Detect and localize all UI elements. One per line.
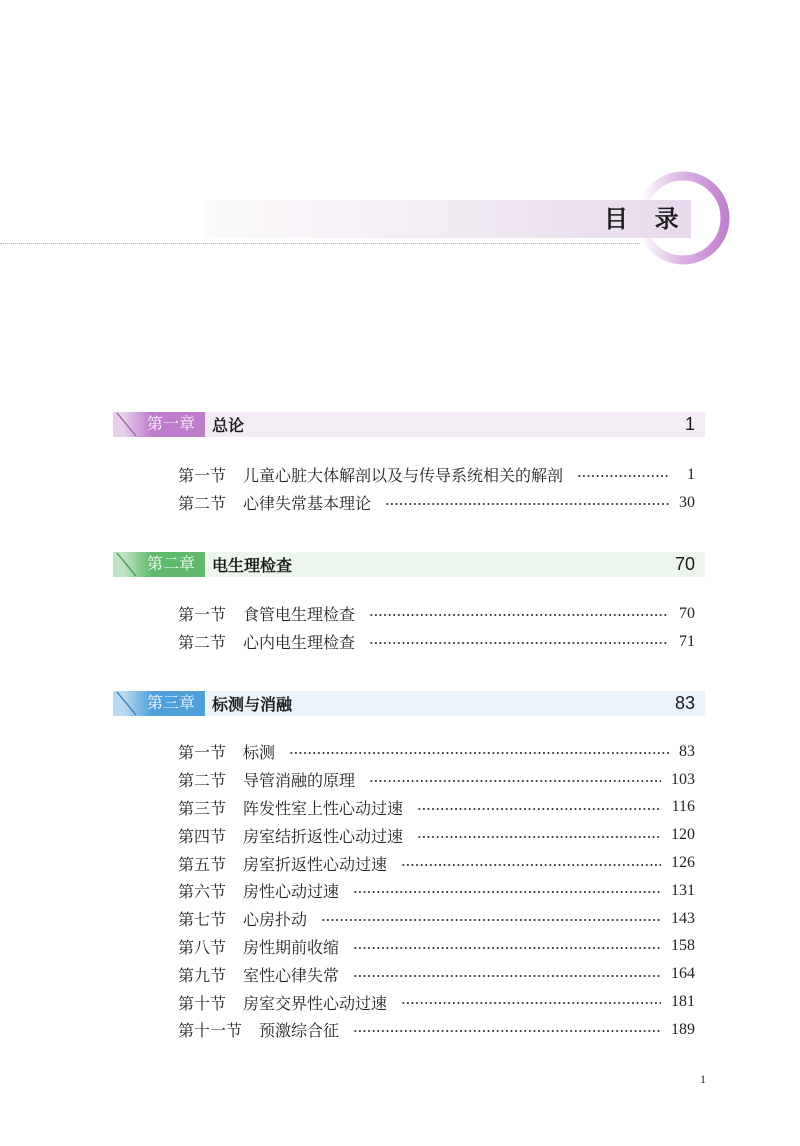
toc-entry [178, 988, 695, 1016]
dot-leader [577, 461, 669, 489]
section-number: 第三节 [178, 800, 227, 818]
chapter-3-sections [178, 738, 695, 1044]
page-number: 120 [671, 826, 695, 844]
chapter-page-number: 70 [674, 554, 695, 574]
page-number: 143 [671, 909, 695, 927]
section-number: 第二节 [178, 773, 227, 791]
section-number: 第十一节 [178, 1023, 243, 1041]
dot-leader [401, 849, 661, 877]
dot-leader [369, 600, 669, 628]
section-number: 第八节 [178, 939, 227, 957]
page-number: 83 [679, 742, 695, 760]
dot-leader [401, 988, 661, 1016]
section-number: 第五节 [178, 856, 227, 874]
section-number: 第一节 [178, 745, 227, 763]
section-title: 导管消融的原理 [243, 773, 356, 791]
chapter-number: 第一章 [147, 416, 196, 433]
toc-entry [178, 461, 695, 489]
chapter-heading-1 [113, 412, 705, 437]
section-title: 食管电生理检查 [243, 607, 356, 625]
dot-leader [369, 766, 661, 794]
page-number: 164 [671, 965, 695, 983]
dot-leader [417, 794, 662, 822]
section-title: 房性期前收缩 [243, 939, 340, 957]
section-title: 预激综合征 [259, 1023, 340, 1041]
chapter-heading-3 [113, 691, 705, 716]
dot-leader [369, 628, 669, 656]
section-number: 第六节 [178, 884, 227, 902]
section-title: 阵发性室上性心动过速 [243, 800, 404, 818]
toc-entry [178, 489, 695, 517]
chapter-label-box [113, 552, 205, 577]
section-number: 第四节 [178, 828, 227, 846]
page-number: 1 [687, 465, 695, 483]
toc-entry [178, 794, 695, 822]
footer-page-number: 1 [700, 1072, 706, 1086]
chapter-number: 第二章 [147, 556, 196, 573]
section-title: 房室结折返性心动过速 [243, 828, 404, 846]
section-title: 房室折返性心动过速 [243, 856, 388, 874]
section-title: 心内电生理检查 [243, 635, 356, 653]
toc-entry [178, 849, 695, 877]
section-number: 第一节 [178, 607, 227, 625]
section-title: 心房扑动 [243, 912, 308, 930]
dot-leader [289, 738, 669, 766]
toc-entry [178, 1016, 695, 1044]
chapter-label-box [113, 412, 205, 437]
chapter-number: 第三章 [147, 695, 196, 712]
page-number: 181 [671, 993, 695, 1011]
section-number: 第一节 [178, 468, 227, 486]
dot-leader [353, 933, 661, 961]
section-number: 第十节 [178, 995, 227, 1013]
section-title: 标测 [243, 745, 276, 763]
page-number: 189 [671, 1020, 695, 1038]
dot-leader [353, 877, 661, 905]
chapter-title: 总论 [212, 418, 245, 435]
section-number: 第七节 [178, 912, 227, 930]
chapter-label-box [113, 691, 205, 716]
page-title: 目 录 [604, 206, 689, 233]
page-number: 71 [679, 632, 695, 650]
chapter-page-number: 83 [674, 693, 695, 713]
toc-entry [178, 600, 695, 628]
section-number: 第二节 [178, 635, 227, 653]
chapter-title: 电生理检查 [212, 558, 293, 575]
page-number: 158 [671, 937, 695, 955]
toc-entry [178, 933, 695, 961]
page-number: 30 [679, 493, 695, 511]
toc-entry [178, 877, 695, 905]
dot-leader [321, 905, 661, 933]
page-number: 116 [671, 798, 695, 816]
chapter-page-number: 1 [684, 414, 695, 434]
section-title: 儿童心脏大体解剖以及与传导系统相关的解剖 [243, 468, 564, 486]
section-number: 第九节 [178, 967, 227, 985]
dot-leader [353, 1016, 661, 1044]
chapter-2-sections [178, 600, 695, 656]
section-title: 房室交界性心动过速 [243, 995, 388, 1013]
toc-entry [178, 766, 695, 794]
chapter-1-sections [178, 461, 695, 517]
toc-entry [178, 738, 695, 766]
page-number: 131 [671, 881, 695, 899]
dot-leader [417, 821, 661, 849]
diagonal-stripe-decoration [113, 552, 143, 577]
toc-entry [178, 905, 695, 933]
header-dotted-rule [0, 243, 640, 244]
toc-entry [178, 821, 695, 849]
section-number: 第二节 [178, 496, 227, 514]
section-title: 室性心律失常 [243, 967, 340, 985]
diagonal-stripe-decoration [113, 691, 143, 716]
dot-leader [385, 489, 669, 517]
section-title: 心律失常基本理论 [243, 496, 372, 514]
toc-entry [178, 960, 695, 988]
chapter-title: 标测与消融 [212, 697, 293, 714]
toc-entry [178, 628, 695, 656]
diagonal-stripe-decoration [113, 412, 143, 437]
page-number: 103 [671, 770, 695, 788]
section-title: 房性心动过速 [243, 884, 340, 902]
chapter-heading-2 [113, 552, 705, 577]
page-number: 70 [679, 604, 695, 622]
page-number: 126 [671, 854, 695, 872]
dot-leader [353, 960, 661, 988]
